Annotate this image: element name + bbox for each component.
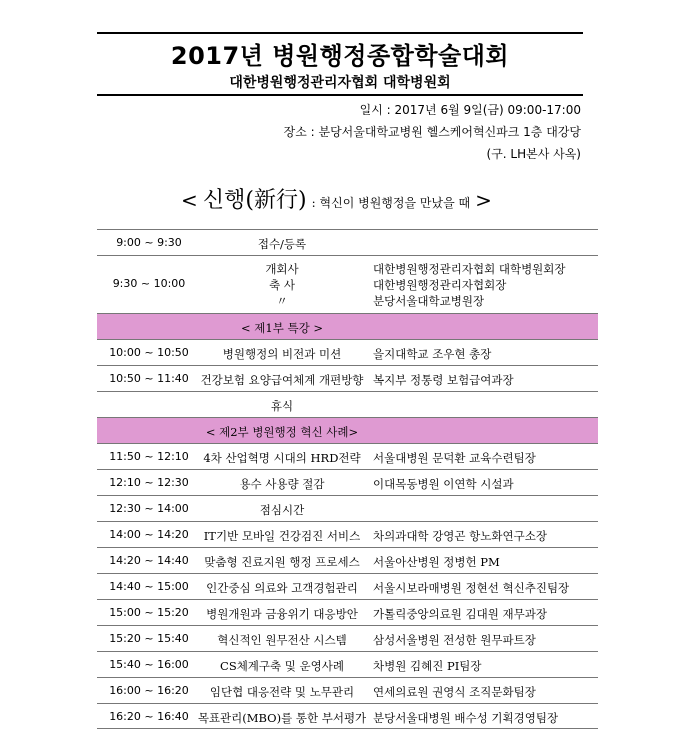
role-label: 개회사: [265, 262, 299, 276]
table-row: [97, 703, 598, 729]
time-cell: 10:00 ~ 10:50: [109, 346, 189, 359]
session-title: IT기반 모바일 건강검진 서비스: [203, 529, 361, 543]
time-cell: 9:00 ~ 9:30: [116, 236, 182, 249]
opening-roles: [191, 261, 373, 309]
table-row: [97, 255, 598, 313]
session-title: 점심시간: [259, 503, 305, 517]
table-row: [97, 625, 598, 651]
speaker-name: 서울아산병원 정병헌 PM: [373, 555, 500, 569]
table-row: [97, 469, 598, 495]
session-title: 임단협 대응전략 및 노무관리: [209, 685, 355, 699]
time-cell: 14:40 ~ 15:00: [109, 580, 189, 593]
time-cell: 16:00 ~ 16:20: [109, 684, 189, 697]
role-label: 〃: [276, 294, 288, 308]
theme-word: 신행(新行): [202, 188, 307, 213]
speaker-name: 복지부 정통령 보험급여과장: [373, 373, 514, 387]
session-title: 병원개원과 금융위기 대응방안: [206, 607, 358, 621]
speaker-name: 연세의료원 권영식 조직문화팀장: [373, 685, 536, 699]
event-venue: 장소 : 분당서울대학교병원 헬스케어혁신파크 1층 대강당: [283, 125, 581, 139]
section-title: < 제2부 병원행정 혁신 사례>: [205, 425, 359, 439]
table-row: [97, 365, 598, 391]
table-row: [97, 229, 598, 255]
speaker-name: 분당서울대학교병원장: [373, 294, 485, 308]
time-cell: 12:10 ~ 12:30: [109, 476, 189, 489]
session-title: 건강보험 요양급여체계 개편방향: [200, 373, 364, 387]
table-row: [97, 651, 598, 677]
table-row: [97, 391, 598, 417]
event-subtitle: 대한병원행정관리자협회 대학병원회: [229, 75, 451, 91]
time-cell: 9:30 ~ 10:00: [112, 277, 186, 290]
table-row: [97, 443, 598, 469]
time-cell: 12:30 ~ 14:00: [109, 502, 189, 515]
time-cell: 10:50 ~ 11:40: [109, 372, 189, 385]
table-row: [97, 495, 598, 521]
session-title: 용수 사용량 절감: [239, 477, 325, 491]
opening-speakers: [373, 261, 598, 309]
event-title: 2017년 병원행정종합학술대회: [170, 42, 510, 70]
table-row: [97, 599, 598, 625]
event-date: 일시 : 2017년 6월 9일(금) 09:00-17:00: [359, 103, 581, 117]
theme-close-bracket: >: [475, 188, 492, 212]
section-title: < 제1부 특강 >: [241, 321, 323, 335]
session-title: 4차 산업혁명 시대의 HRD전략: [203, 451, 361, 465]
speaker-name: 대한병원행정관리자협회 대학병원회장: [373, 262, 566, 276]
role-label: 축 사: [269, 278, 295, 292]
table-row: [97, 521, 598, 547]
speaker-name: 차병원 김혜진 PI팀장: [373, 659, 482, 673]
session-title: 목표관리(MBO)를 통한 부서평가: [197, 711, 367, 725]
time-cell: 15:00 ~ 15:20: [109, 606, 189, 619]
venue-note: (구. LH본사 사옥): [486, 147, 581, 161]
session-title: CS체계구축 및 운영사례: [220, 659, 344, 673]
speaker-name: 서울시보라매병원 정현선 혁신추진팀장: [373, 581, 570, 595]
top-rule: [97, 32, 583, 34]
table-row: [97, 677, 598, 703]
theme-subtitle: : 혁신이 병원행정을 만났을 때: [311, 196, 471, 210]
table-row: [97, 547, 598, 573]
session-title: 인간중심 의료와 고객경험관리: [206, 581, 358, 595]
session-title: 휴식: [270, 399, 294, 413]
section-header: [97, 417, 598, 443]
time-cell: 11:50 ~ 12:10: [109, 450, 189, 463]
time-cell: 16:20 ~ 16:40: [109, 710, 189, 723]
theme-line: [0, 183, 673, 214]
table-row: [97, 339, 598, 365]
theme-open-bracket: <: [181, 188, 198, 212]
speaker-name: 분당서울대병원 배수성 기획경영팀장: [373, 711, 559, 725]
session-title: 접수/등록: [257, 237, 307, 251]
speaker-name: 차의과대학 강영곤 항노화연구소장: [373, 529, 547, 543]
session-title: 맞춤형 진료지원 행정 프로세스: [204, 555, 360, 569]
speaker-name: 서울대병원 문덕환 교육수련팀장: [373, 451, 536, 465]
header-divider: [97, 94, 583, 96]
time-cell: 15:20 ~ 15:40: [109, 632, 189, 645]
time-cell: 14:20 ~ 14:40: [109, 554, 189, 567]
speaker-name: 을지대학교 조우현 총장: [373, 347, 492, 361]
speaker-name: 삼성서울병원 전성한 원무파트장: [373, 633, 536, 647]
speaker-name: 대한병원행정관리자협회장: [373, 278, 507, 292]
table-row: [97, 573, 598, 599]
session-title: 혁신적인 원무전산 시스템: [217, 633, 347, 647]
speaker-name: 이대목동병원 이연학 시설과: [373, 477, 514, 491]
speaker-name: 가톨릭중앙의료원 김대원 재무과장: [373, 607, 547, 621]
session-title: 병원행정의 비전과 미션: [222, 347, 342, 361]
schedule-table: [97, 229, 598, 729]
time-cell: 14:00 ~ 14:20: [109, 528, 189, 541]
section-header: [97, 313, 598, 339]
time-cell: 15:40 ~ 16:00: [109, 658, 189, 671]
